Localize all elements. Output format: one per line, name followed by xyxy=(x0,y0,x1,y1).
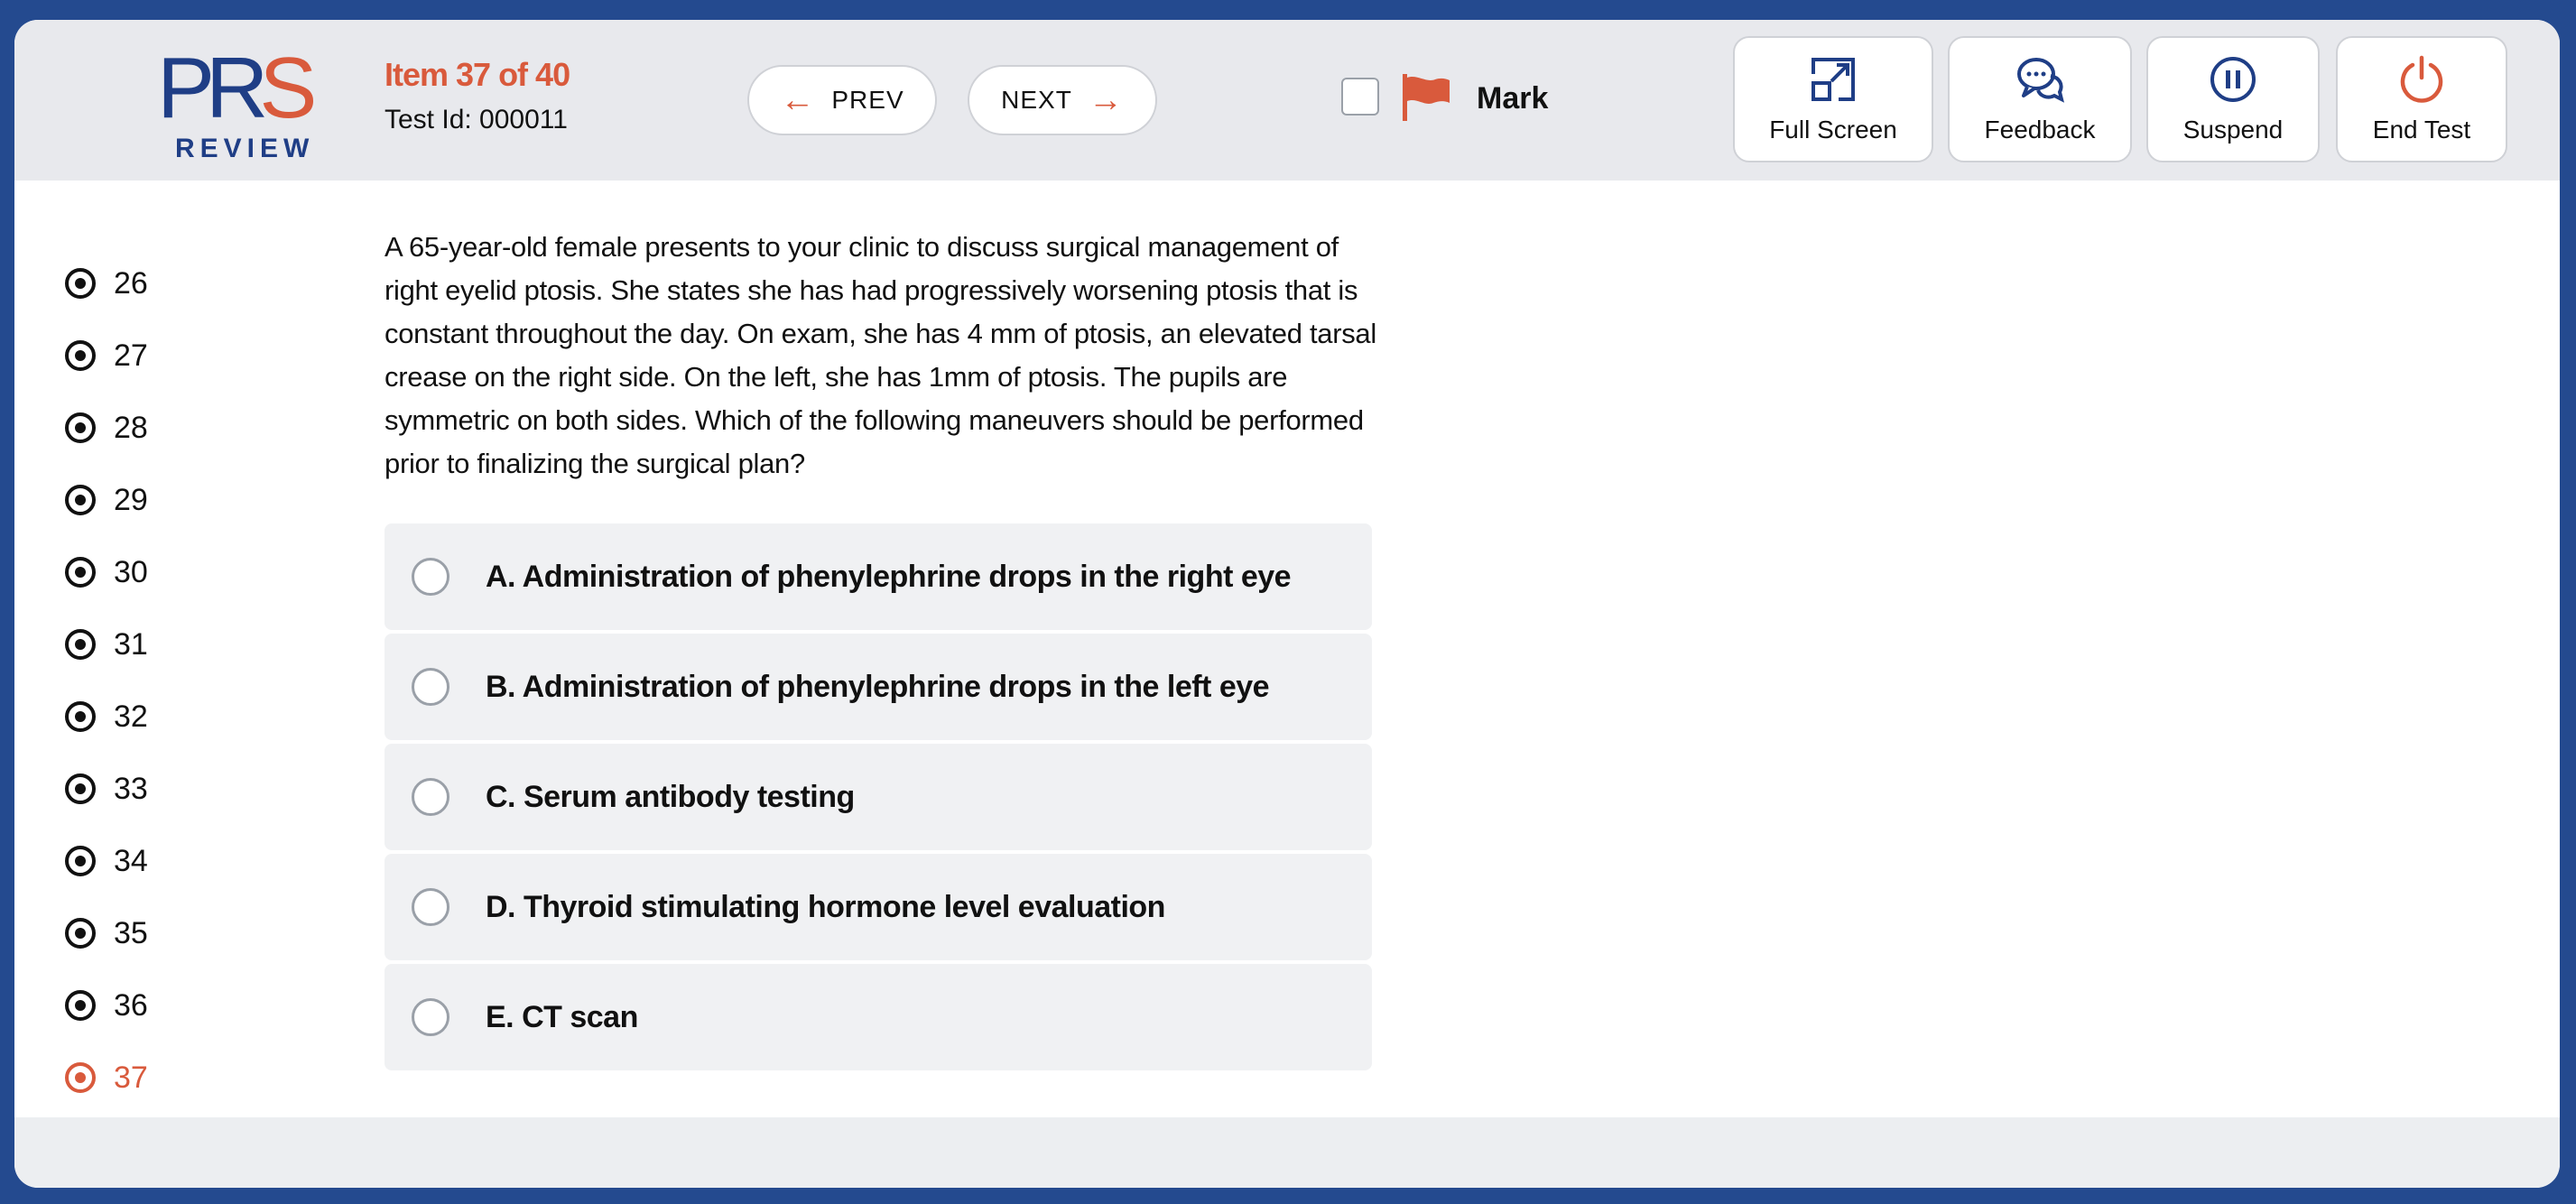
question-nav-item[interactable]: 28 xyxy=(65,392,148,464)
question-navigator xyxy=(65,247,148,1114)
answered-radio-icon xyxy=(65,846,96,876)
answered-radio-icon xyxy=(65,918,96,949)
feedback-button[interactable] xyxy=(1948,36,2132,162)
answered-radio-icon xyxy=(65,773,96,804)
feedback-label: Feedback xyxy=(1984,116,2096,144)
question-stem: A 65-year-old female presents to your clinic to discuss surgical management of right eyelid ptosis. She states she has had progressively worsening ptosis that is constant throughout the day. On exam, she has 4 mm of ptosis, an elevated tarsal crease on the right side. On the left, she has 1mm of ptosis. The pupils are symmetric on both sides. Which of the following maneuvers should be performed prior to finalizing the surgical plan? xyxy=(385,231,1376,479)
answered-radio-icon xyxy=(65,268,96,299)
item-count: Item 37 of 40 xyxy=(385,56,570,93)
app-frame xyxy=(14,20,2560,1188)
pause-icon xyxy=(2208,54,2258,105)
answer-option-d[interactable] xyxy=(385,854,1372,960)
question-nav-item[interactable]: 27 xyxy=(65,320,148,392)
arrow-right-icon: → xyxy=(1088,81,1124,119)
footer-bar xyxy=(14,1117,2560,1188)
radio-icon[interactable] xyxy=(412,558,449,596)
answer-options xyxy=(385,523,1372,1074)
answered-radio-icon xyxy=(65,557,96,588)
test-id: Test Id: 000011 xyxy=(385,105,568,134)
prs-review-logo xyxy=(157,40,315,163)
mark-label[interactable]: Mark xyxy=(1477,81,1549,116)
suspend-label: Suspend xyxy=(2182,116,2284,144)
radio-icon[interactable] xyxy=(412,778,449,816)
fullscreen-icon xyxy=(1808,54,1858,105)
answer-option-b[interactable] xyxy=(385,634,1372,740)
radio-icon[interactable] xyxy=(412,888,449,926)
question-nav-item[interactable]: 34 xyxy=(65,825,148,897)
radio-icon[interactable] xyxy=(412,998,449,1036)
question-nav-item[interactable]: 26 xyxy=(65,247,148,320)
question-nav-item[interactable]: 30 xyxy=(65,536,148,608)
answered-radio-icon xyxy=(65,340,96,371)
answer-text: C. Serum antibody testing xyxy=(486,779,855,814)
next-label: NEXT xyxy=(1001,86,1072,114)
question-nav-item[interactable]: 32 xyxy=(65,681,148,753)
answered-radio-icon xyxy=(65,485,96,515)
answer-text: B. Administration of phenylephrine drops in the left eye xyxy=(486,669,1270,704)
answer-text: E. CT scan xyxy=(486,999,638,1034)
answered-radio-icon xyxy=(65,701,96,732)
item-info xyxy=(385,56,570,135)
answer-option-c[interactable] xyxy=(385,744,1372,850)
arrow-left-icon: ← xyxy=(780,81,816,119)
answer-option-a[interactable] xyxy=(385,523,1372,630)
mark-checkbox[interactable] xyxy=(1341,78,1379,116)
answered-radio-icon xyxy=(65,629,96,660)
next-button[interactable] xyxy=(968,65,1157,135)
question-nav-item[interactable]: 33 xyxy=(65,753,148,825)
answered-radio-icon xyxy=(65,412,96,443)
answer-text: A. Administration of phenylephrine drops in the right eye xyxy=(486,559,1292,594)
chat-bubbles-icon xyxy=(2015,54,2065,105)
power-icon xyxy=(2396,54,2447,105)
suspend-button[interactable] xyxy=(2146,36,2320,162)
end-test-button[interactable] xyxy=(2336,36,2507,162)
prev-label: PREV xyxy=(831,86,904,114)
answer-text: D. Thyroid stimulating hormone level evaluation xyxy=(486,889,1165,924)
full-screen-label: Full Screen xyxy=(1769,116,1897,144)
question-nav-item[interactable]: 29 xyxy=(65,464,148,536)
question-nav-item[interactable]: 36 xyxy=(65,969,148,1042)
question-nav-item[interactable]: 31 xyxy=(65,608,148,681)
logo-mark: PRS xyxy=(157,40,309,136)
end-test-label: End Test xyxy=(2372,116,2471,144)
full-screen-button[interactable] xyxy=(1733,36,1933,162)
top-toolbar xyxy=(14,20,2560,181)
flag-icon xyxy=(1399,72,1453,123)
radio-icon[interactable] xyxy=(412,668,449,706)
question-nav-item-current[interactable]: 37 xyxy=(65,1042,148,1114)
current-radio-icon xyxy=(65,1062,96,1093)
answered-radio-icon xyxy=(65,990,96,1021)
prev-button[interactable] xyxy=(747,65,937,135)
logo-subtext: REVIEW xyxy=(175,134,315,163)
answer-option-e[interactable] xyxy=(385,964,1372,1070)
question-nav-item[interactable]: 35 xyxy=(65,897,148,969)
